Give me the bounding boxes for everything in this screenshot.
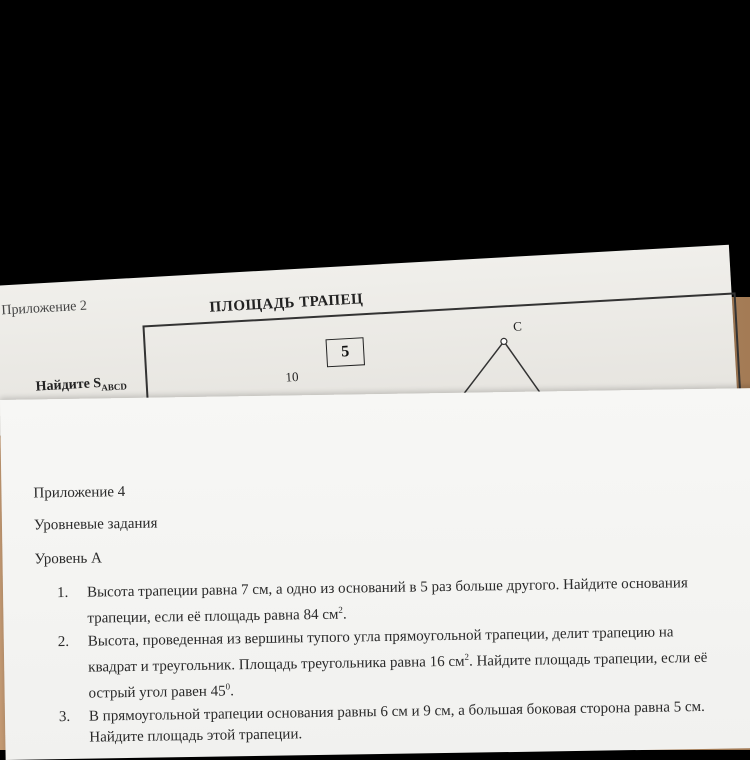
front-worksheet <box>0 388 750 760</box>
problem-item: 3. В прямоугольной трапеции основания равны 6 см и 9 см, а большая боковая сторона равна 5 см. Найдите площадь этой трапеции. <box>58 698 705 746</box>
section-title: Уровневые задания <box>33 515 158 534</box>
back-task: Найдите $S_{ABCD}$ <box>35 375 128 395</box>
box-value: 5 <box>326 337 366 367</box>
vertex-label: C <box>512 318 523 334</box>
appendix-title: Приложение 4 <box>33 484 126 502</box>
side-value: 10 <box>285 368 299 385</box>
back-appendix-label: Приложение 2 <box>0 298 88 319</box>
back-title: ПЛОЩАДЬ ТРАПЕЦ <box>209 291 364 316</box>
problem-item: 1. Высота трапеции равна 7 см, а одно из оснований в 5 раз больше другого. Найдите основания трапеции, если её площадь равна 84 $см^2$. <box>56 575 688 627</box>
problem-list <box>47 573 710 749</box>
level-title: Уровень А <box>34 550 103 568</box>
problem-item: 2. Высота, проведенная из вершины тупого угла прямоугольной трапеции, делит трапецию на квадрат и треугольник. Площадь треугольника равна 16 $см^2$. Найдите площадь трапеции, если её острый угол равен $45^0$. <box>57 624 708 702</box>
